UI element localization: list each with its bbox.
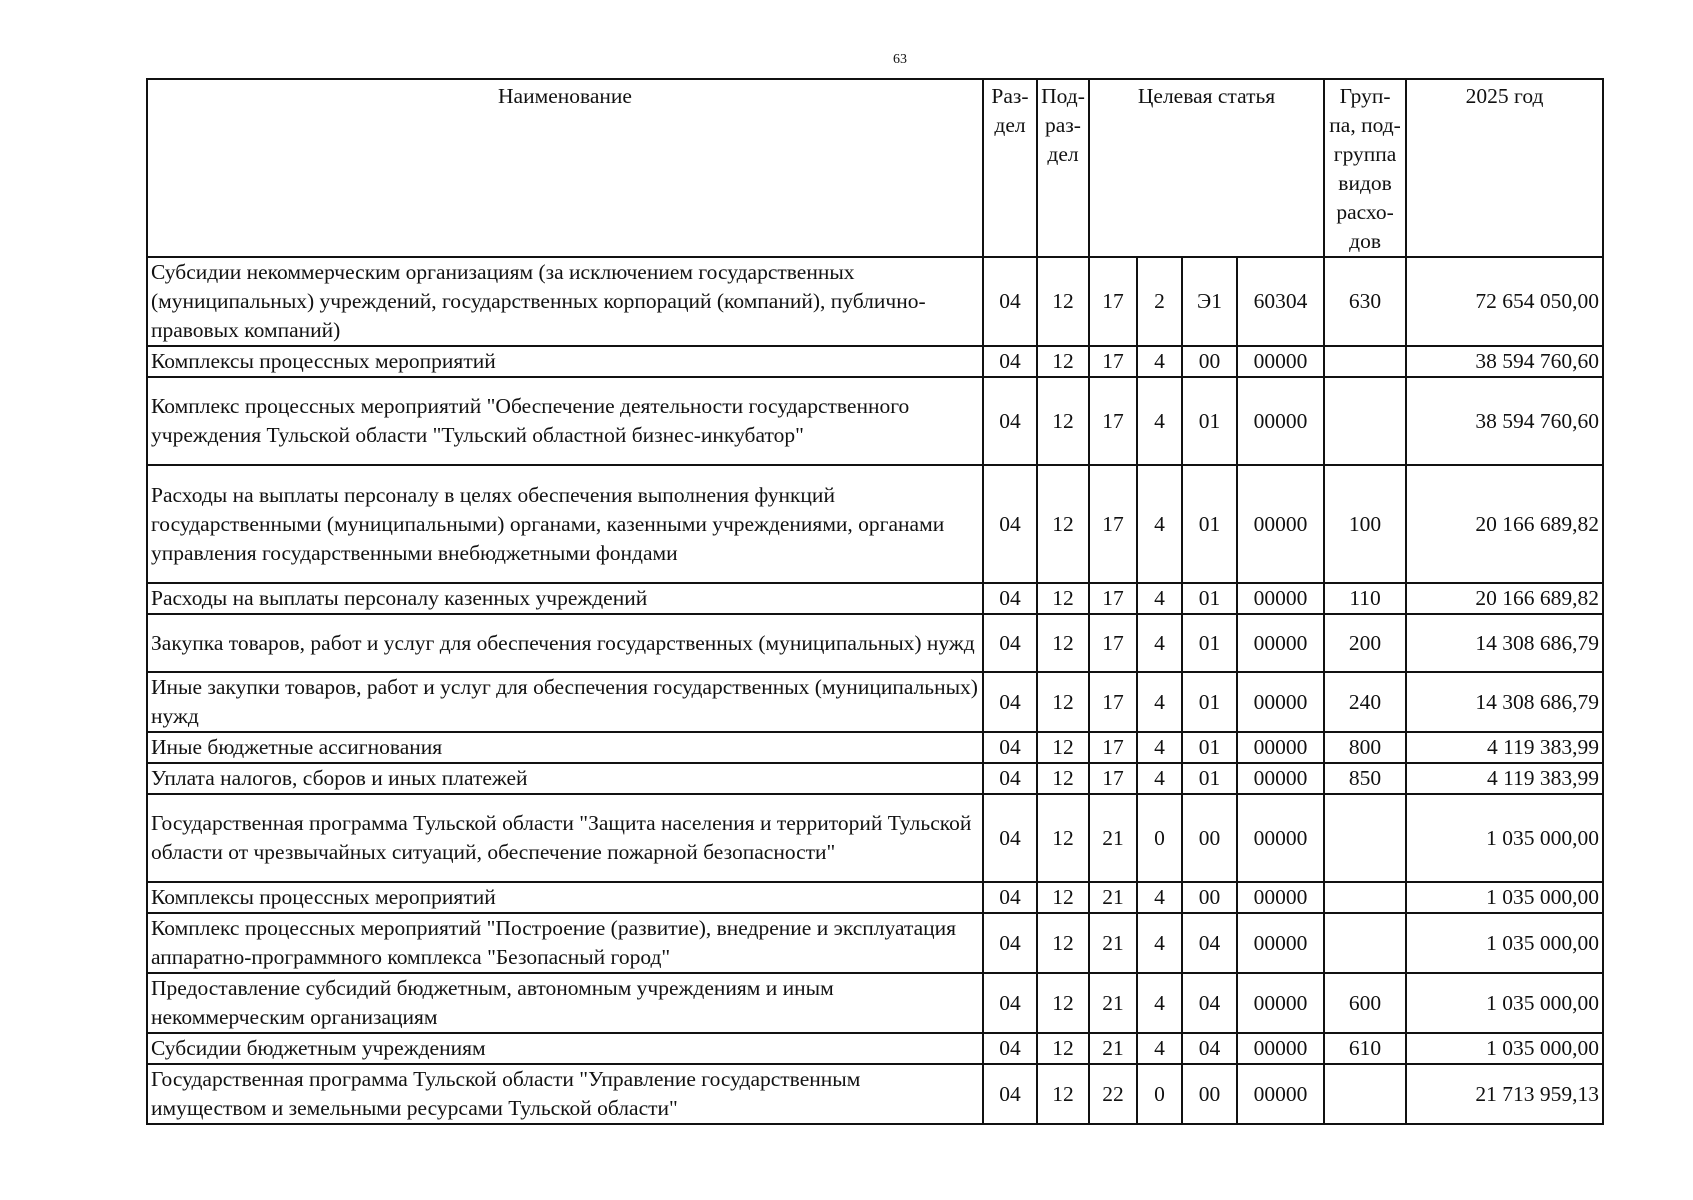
row-target-type: 0 — [1137, 794, 1182, 882]
row-razdel: 04 — [983, 763, 1037, 794]
row-expense-group — [1324, 377, 1406, 465]
row-target-direction: 00000 — [1237, 732, 1324, 763]
row-podrazdel: 12 — [1037, 672, 1089, 732]
row-target-program: 21 — [1089, 1033, 1137, 1064]
row-target-direction: 00000 — [1237, 1033, 1324, 1064]
table-row — [147, 465, 1603, 583]
row-podrazdel: 12 — [1037, 973, 1089, 1033]
table-row — [147, 732, 1603, 763]
table-row — [147, 614, 1603, 672]
table-row — [147, 1064, 1603, 1124]
row-name: Субсидии некоммерческим организациям (за исключением государственных (муниципальных) учреждений, государственных корпораций (компаний), публично-правовых компаний) — [147, 257, 983, 346]
row-target-element: 04 — [1182, 1033, 1237, 1064]
row-target-program: 21 — [1089, 882, 1137, 913]
row-razdel: 04 — [983, 732, 1037, 763]
row-razdel: 04 — [983, 913, 1037, 973]
row-podrazdel: 12 — [1037, 346, 1089, 377]
row-amount: 21 713 959,13 — [1406, 1064, 1603, 1124]
row-target-element: 00 — [1182, 882, 1237, 913]
row-target-direction: 00000 — [1237, 377, 1324, 465]
header-podrazdel: Под-раз-дел — [1037, 79, 1089, 257]
row-razdel: 04 — [983, 465, 1037, 583]
row-name: Комплексы процессных мероприятий — [147, 882, 983, 913]
row-target-direction: 00000 — [1237, 1064, 1324, 1124]
header-year: 2025 год — [1406, 79, 1603, 257]
row-name: Иные закупки товаров, работ и услуг для обеспечения государственных (муниципальных) нужд — [147, 672, 983, 732]
row-expense-group: 600 — [1324, 973, 1406, 1033]
row-target-program: 17 — [1089, 257, 1137, 346]
row-expense-group: 800 — [1324, 732, 1406, 763]
row-name: Комплексы процессных мероприятий — [147, 346, 983, 377]
row-razdel: 04 — [983, 614, 1037, 672]
row-amount: 1 035 000,00 — [1406, 1033, 1603, 1064]
row-name: Уплата налогов, сборов и иных платежей — [147, 763, 983, 794]
row-razdel: 04 — [983, 583, 1037, 614]
row-podrazdel: 12 — [1037, 732, 1089, 763]
row-expense-group: 100 — [1324, 465, 1406, 583]
row-target-type: 4 — [1137, 763, 1182, 794]
row-target-direction: 00000 — [1237, 913, 1324, 973]
row-target-type: 4 — [1137, 672, 1182, 732]
row-expense-group — [1324, 794, 1406, 882]
row-target-program: 21 — [1089, 794, 1137, 882]
row-expense-group: 630 — [1324, 257, 1406, 346]
row-amount: 38 594 760,60 — [1406, 346, 1603, 377]
row-target-type: 4 — [1137, 377, 1182, 465]
row-target-type: 2 — [1137, 257, 1182, 346]
row-razdel: 04 — [983, 973, 1037, 1033]
table-row — [147, 346, 1603, 377]
row-target-program: 17 — [1089, 465, 1137, 583]
row-expense-group: 200 — [1324, 614, 1406, 672]
header-group: Груп-па, под-группа видов расхо-дов — [1324, 79, 1406, 257]
page-number: 63 — [893, 52, 907, 67]
row-amount: 14 308 686,79 — [1406, 672, 1603, 732]
row-target-type: 4 — [1137, 614, 1182, 672]
row-target-element: 01 — [1182, 614, 1237, 672]
header-target: Целевая статья — [1089, 79, 1324, 257]
row-expense-group: 850 — [1324, 763, 1406, 794]
table-row — [147, 1033, 1603, 1064]
table-row — [147, 913, 1603, 973]
row-name: Расходы на выплаты персоналу в целях обеспечения выполнения функций государственными (муниципальными) органами, казенными учреждениями, органами управления государственными внебюджетными фондами — [147, 465, 983, 583]
row-razdel: 04 — [983, 672, 1037, 732]
row-target-type: 4 — [1137, 346, 1182, 377]
row-target-program: 17 — [1089, 763, 1137, 794]
row-target-direction: 00000 — [1237, 794, 1324, 882]
row-target-element: 01 — [1182, 465, 1237, 583]
row-target-direction: 00000 — [1237, 614, 1324, 672]
row-expense-group — [1324, 1064, 1406, 1124]
row-target-type: 4 — [1137, 732, 1182, 763]
row-amount: 4 119 383,99 — [1406, 732, 1603, 763]
row-target-program: 17 — [1089, 614, 1137, 672]
table-row — [147, 763, 1603, 794]
row-razdel: 04 — [983, 346, 1037, 377]
table-row — [147, 377, 1603, 465]
row-target-program: 17 — [1089, 672, 1137, 732]
row-name: Закупка товаров, работ и услуг для обеспечения государственных (муниципальных) нужд — [147, 614, 983, 672]
row-razdel: 04 — [983, 1064, 1037, 1124]
row-expense-group: 110 — [1324, 583, 1406, 614]
table-header-row — [147, 79, 1603, 257]
row-target-program: 21 — [1089, 913, 1137, 973]
row-target-program: 17 — [1089, 583, 1137, 614]
header-razdel: Раз-дел — [983, 79, 1037, 257]
row-name: Государственная программа Тульской области "Защита населения и территорий Тульской области от чрезвычайных ситуаций, обеспечение пожарной безопасности" — [147, 794, 983, 882]
row-target-element: 00 — [1182, 346, 1237, 377]
row-target-direction: 00000 — [1237, 882, 1324, 913]
row-podrazdel: 12 — [1037, 1033, 1089, 1064]
row-podrazdel: 12 — [1037, 257, 1089, 346]
row-target-type: 0 — [1137, 1064, 1182, 1124]
row-target-direction: 00000 — [1237, 763, 1324, 794]
row-target-element: 00 — [1182, 1064, 1237, 1124]
row-amount: 14 308 686,79 — [1406, 614, 1603, 672]
row-target-element: 01 — [1182, 377, 1237, 465]
row-target-type: 4 — [1137, 973, 1182, 1033]
row-podrazdel: 12 — [1037, 1064, 1089, 1124]
header-name: Наименование — [147, 79, 983, 257]
row-razdel: 04 — [983, 377, 1037, 465]
row-target-element: 04 — [1182, 913, 1237, 973]
row-name: Субсидии бюджетным учреждениям — [147, 1033, 983, 1064]
row-amount: 1 035 000,00 — [1406, 794, 1603, 882]
row-podrazdel: 12 — [1037, 794, 1089, 882]
row-expense-group: 240 — [1324, 672, 1406, 732]
row-target-program: 17 — [1089, 377, 1137, 465]
row-podrazdel: 12 — [1037, 465, 1089, 583]
row-target-direction: 00000 — [1237, 583, 1324, 614]
row-razdel: 04 — [983, 257, 1037, 346]
row-podrazdel: 12 — [1037, 614, 1089, 672]
row-razdel: 04 — [983, 882, 1037, 913]
row-target-element: Э1 — [1182, 257, 1237, 346]
row-target-type: 4 — [1137, 1033, 1182, 1064]
row-podrazdel: 12 — [1037, 913, 1089, 973]
row-target-program: 21 — [1089, 973, 1137, 1033]
row-target-type: 4 — [1137, 882, 1182, 913]
row-target-element: 04 — [1182, 973, 1237, 1033]
row-name: Комплекс процессных мероприятий "Обеспечение деятельности государственного учреждения Тульской области "Тульский областной бизнес-инкубатор" — [147, 377, 983, 465]
row-amount: 72 654 050,00 — [1406, 257, 1603, 346]
row-name: Иные бюджетные ассигнования — [147, 732, 983, 763]
row-target-direction: 60304 — [1237, 257, 1324, 346]
row-target-element: 01 — [1182, 763, 1237, 794]
row-target-direction: 00000 — [1237, 672, 1324, 732]
row-expense-group — [1324, 346, 1406, 377]
row-target-direction: 00000 — [1237, 973, 1324, 1033]
row-target-program: 17 — [1089, 346, 1137, 377]
budget-table — [146, 78, 1604, 1125]
table-body — [147, 257, 1603, 1124]
row-target-element: 01 — [1182, 672, 1237, 732]
row-razdel: 04 — [983, 1033, 1037, 1064]
row-target-element: 01 — [1182, 732, 1237, 763]
row-podrazdel: 12 — [1037, 882, 1089, 913]
row-podrazdel: 12 — [1037, 377, 1089, 465]
row-target-program: 17 — [1089, 732, 1137, 763]
row-name: Расходы на выплаты персоналу казенных учреждений — [147, 583, 983, 614]
row-name: Государственная программа Тульской области "Управление государственным имуществом и земельными ресурсами Тульской области" — [147, 1064, 983, 1124]
row-target-type: 4 — [1137, 913, 1182, 973]
table-row — [147, 583, 1603, 614]
row-podrazdel: 12 — [1037, 763, 1089, 794]
table-row — [147, 973, 1603, 1033]
row-target-type: 4 — [1137, 583, 1182, 614]
row-target-type: 4 — [1137, 465, 1182, 583]
table-row — [147, 672, 1603, 732]
row-amount: 1 035 000,00 — [1406, 973, 1603, 1033]
row-amount: 38 594 760,60 — [1406, 377, 1603, 465]
row-target-element: 01 — [1182, 583, 1237, 614]
row-expense-group: 610 — [1324, 1033, 1406, 1064]
row-target-direction: 00000 — [1237, 346, 1324, 377]
row-expense-group — [1324, 882, 1406, 913]
table-row — [147, 882, 1603, 913]
row-amount: 20 166 689,82 — [1406, 583, 1603, 614]
row-amount: 1 035 000,00 — [1406, 913, 1603, 973]
row-amount: 20 166 689,82 — [1406, 465, 1603, 583]
table-row — [147, 257, 1603, 346]
row-podrazdel: 12 — [1037, 583, 1089, 614]
row-name: Комплекс процессных мероприятий "Построение (развитие), внедрение и эксплуатация аппаратно-программного комплекса "Безопасный город" — [147, 913, 983, 973]
table-row — [147, 794, 1603, 882]
row-razdel: 04 — [983, 794, 1037, 882]
row-name: Предоставление субсидий бюджетным, автономным учреждениям и иным некоммерческим организациям — [147, 973, 983, 1033]
row-amount: 4 119 383,99 — [1406, 763, 1603, 794]
row-target-element: 00 — [1182, 794, 1237, 882]
row-expense-group — [1324, 913, 1406, 973]
row-amount: 1 035 000,00 — [1406, 882, 1603, 913]
row-target-program: 22 — [1089, 1064, 1137, 1124]
row-target-direction: 00000 — [1237, 465, 1324, 583]
